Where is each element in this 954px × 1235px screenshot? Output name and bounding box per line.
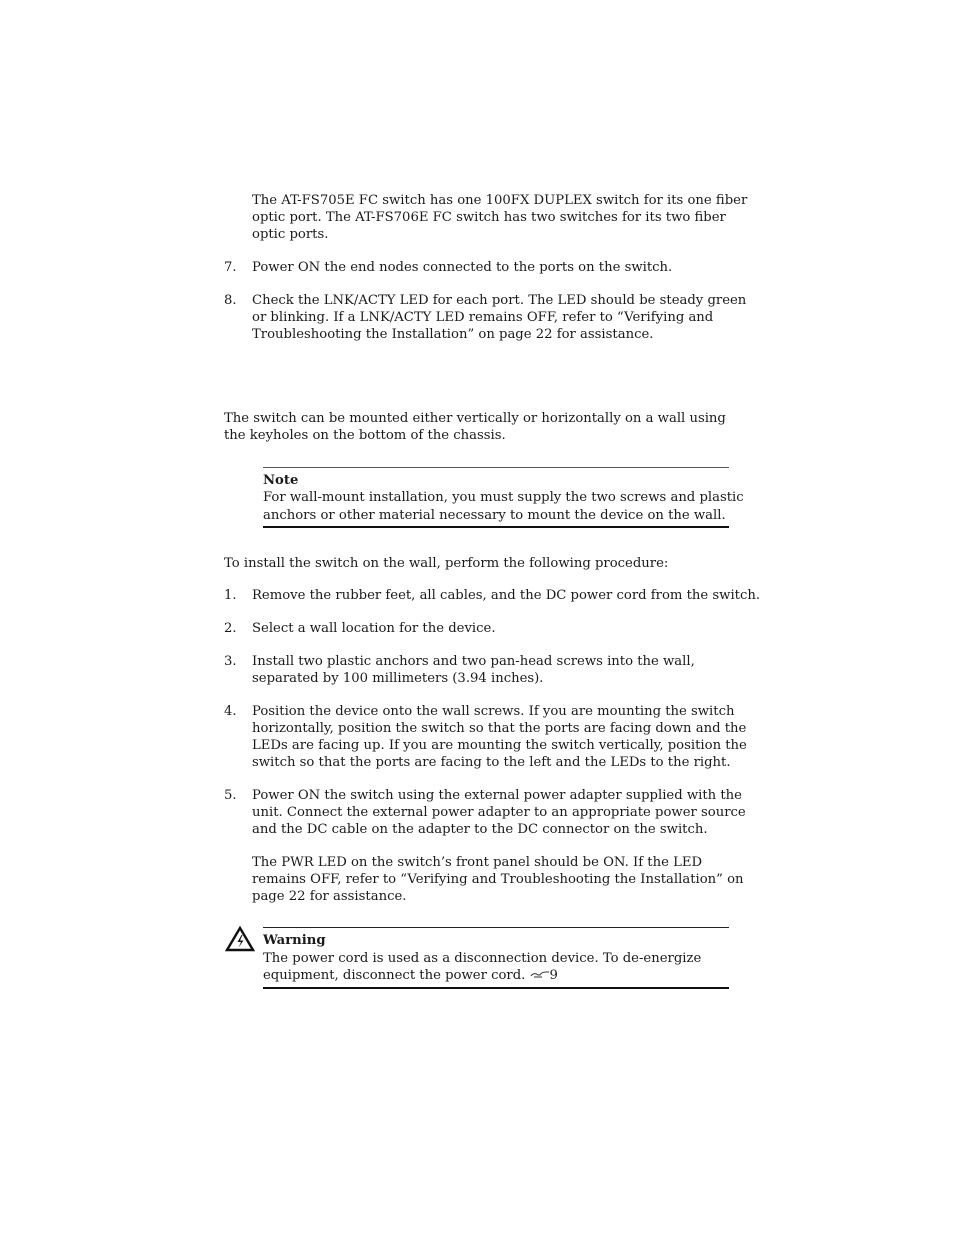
step-line: Check the LNK/ACTY LED for each port. The LED should be steady green <box>252 293 747 308</box>
step-number: 1. <box>224 588 237 603</box>
step-number: 5. <box>224 788 237 803</box>
warning-line-2-text: equipment, disconnect the power cord. <box>263 968 526 983</box>
step-line: separated by 100 millimeters (3.94 inches). <box>252 671 544 686</box>
step-line: Power ON the switch using the external power adapter supplied with the <box>252 788 742 803</box>
step-number: 7. <box>224 260 237 275</box>
note-title: Note <box>263 473 299 488</box>
step-line: Power ON the end nodes connected to the ports on the switch. <box>252 260 673 275</box>
step-line: unit. Connect the external power adapter to an appropriate power source <box>252 805 746 820</box>
step-line: Position the device onto the wall screws. If you are mounting the switch <box>252 704 735 719</box>
step-line: and the DC cable on the adapter to the DC connector on the switch. <box>252 822 708 837</box>
step-number: 3. <box>224 654 237 669</box>
warning-ref-number: 9 <box>549 968 558 983</box>
step-line: switch so that the ports are facing to the left and the LEDs to the right. <box>252 755 731 770</box>
note-line-1: For wall-mount installation, you must supply the two screws and plastic <box>263 490 744 505</box>
warning-title: Warning <box>263 933 326 948</box>
warning-line-1: The power cord is used as a disconnection device. To de-energize <box>263 951 702 966</box>
pwr-line-1: The PWR LED on the switch’s front panel should be ON. If the LED <box>252 855 703 870</box>
note-line-2: anchors or other material necessary to mount the device on the wall. <box>263 508 726 523</box>
hand-pointer-icon <box>530 967 550 984</box>
warning-top-rule <box>263 927 729 928</box>
pwr-line-3: page 22 for assistance. <box>252 889 407 904</box>
step-line: Install two plastic anchors and two pan-head screws into the wall, <box>252 654 695 669</box>
wall-intro-line-1: The switch can be mounted either vertically or horizontally on a wall using <box>224 411 726 426</box>
step-number: 8. <box>224 293 237 308</box>
note-bottom-rule <box>263 526 729 528</box>
intro-line-2: optic port. The AT-FS706E FC switch has two switches for its two fiber <box>252 210 726 225</box>
wall-intro-line-2: the keyholes on the bottom of the chassis. <box>224 428 506 443</box>
step-line: Troubleshooting the Installation” on page 22 for assistance. <box>252 327 654 342</box>
step-line: LEDs are facing up. If you are mounting the switch vertically, position the <box>252 738 747 753</box>
intro-line-3: optic ports. <box>252 227 329 242</box>
step-line: horizontally, position the switch so that the ports are facing down and the <box>252 721 747 736</box>
intro-line-1: The AT-FS705E FC switch has one 100FX DUPLEX switch for its one fiber <box>252 193 748 208</box>
step-number: 2. <box>224 621 237 636</box>
step-number: 4. <box>224 704 237 719</box>
procedure-intro: To install the switch on the wall, perform the following procedure: <box>224 556 669 571</box>
warning-line-2 <box>263 967 558 984</box>
step-line: Select a wall location for the device. <box>252 621 496 636</box>
step-line: or blinking. If a LNK/ACTY LED remains OFF, refer to “Verifying and <box>252 310 714 325</box>
note-top-rule <box>263 467 729 468</box>
step-line: Remove the rubber feet, all cables, and the DC power cord from the switch. <box>252 588 761 603</box>
pwr-line-2: remains OFF, refer to “Verifying and Troubleshooting the Installation” on <box>252 872 744 887</box>
electrical-hazard-icon <box>225 926 255 952</box>
warning-bottom-rule <box>263 987 729 989</box>
